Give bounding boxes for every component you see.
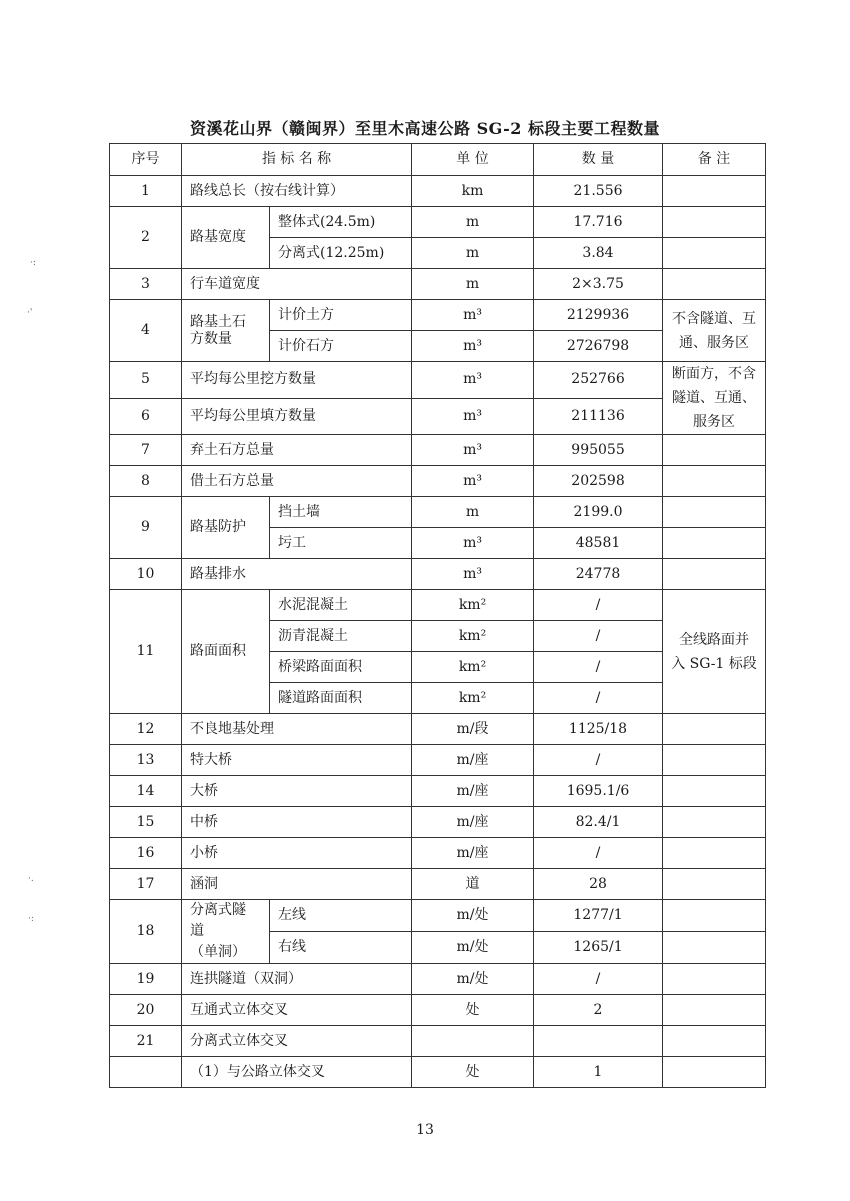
row-no: 17	[110, 869, 182, 900]
row-unit: m³	[412, 331, 534, 362]
row-remark	[663, 932, 766, 964]
row-name: 路基排水	[182, 559, 412, 590]
row-remark	[663, 590, 766, 714]
row-remark	[663, 869, 766, 900]
row-unit: m	[412, 238, 534, 269]
row-qty: 48581	[534, 528, 663, 559]
row-subname: 隧道路面面积	[270, 683, 412, 714]
row-no: 13	[110, 745, 182, 776]
row-qty: /	[534, 838, 663, 869]
row-unit	[412, 1026, 534, 1057]
row-no: 21	[110, 1026, 182, 1057]
row-qty: /	[534, 745, 663, 776]
row-name: 分离式立体交叉	[182, 1026, 412, 1057]
row-remark	[663, 900, 766, 932]
remark-line: 服务区	[693, 414, 736, 430]
table-row	[110, 776, 766, 807]
row-qty: 2726798	[534, 331, 663, 362]
row-name: 平均每公里挖方数量	[182, 362, 412, 399]
table-row	[110, 269, 766, 300]
row-unit: m³	[412, 559, 534, 590]
row-unit: 处	[412, 995, 534, 1026]
row-unit: km²	[412, 590, 534, 621]
row-qty: 1	[534, 1057, 663, 1088]
row-qty: 24778	[534, 559, 663, 590]
row-remark	[663, 1026, 766, 1057]
row-no: 12	[110, 714, 182, 745]
page-title: 资溪花山界（赣闽界）至里木高速公路 SG-2 标段主要工程数量	[190, 119, 660, 138]
row-unit: m³	[412, 528, 534, 559]
row-qty: 3.84	[534, 238, 663, 269]
row-unit: m/座	[412, 807, 534, 838]
row-name: 平均每公里填方数量	[182, 398, 412, 435]
table-row	[110, 466, 766, 497]
table-row	[110, 435, 766, 466]
remark-line: 隧道、互通、	[672, 390, 757, 406]
row-no: 8	[110, 466, 182, 497]
table-row	[110, 176, 766, 207]
row-subname: 左线	[270, 900, 412, 932]
row-unit: m/座	[412, 745, 534, 776]
row-name-line: 道	[190, 923, 204, 939]
table-row	[110, 590, 766, 621]
row-qty: 1265/1	[534, 932, 663, 964]
row-qty: /	[534, 964, 663, 995]
row-subname: 沥青混凝土	[270, 621, 412, 652]
row-no: 19	[110, 964, 182, 995]
row-unit: m/处	[412, 900, 534, 932]
row-no: 16	[110, 838, 182, 869]
row-unit: km²	[412, 683, 534, 714]
row-remark	[663, 269, 766, 300]
row-subname: 分离式(12.25m)	[270, 238, 412, 269]
row-remark	[663, 807, 766, 838]
row-name	[182, 300, 270, 362]
row-unit: m	[412, 497, 534, 528]
table-row	[110, 869, 766, 900]
table-row	[110, 1057, 766, 1088]
table-row	[110, 995, 766, 1026]
scan-speck: ·:	[28, 914, 34, 924]
row-qty	[534, 1026, 663, 1057]
row-qty: 252766	[534, 362, 663, 399]
remark-line: 不含隧道、互	[672, 310, 757, 327]
row-name: 涵洞	[182, 869, 412, 900]
scan-speck: ·'	[27, 308, 33, 318]
table-row	[110, 714, 766, 745]
row-qty: 2	[534, 995, 663, 1026]
header-remark: 备 注	[663, 144, 766, 176]
row-unit: m³	[412, 300, 534, 331]
row-subname: 右线	[270, 932, 412, 964]
row-name: 大桥	[182, 776, 412, 807]
row-unit: m/座	[412, 776, 534, 807]
row-subname: 圬工	[270, 528, 412, 559]
table-row	[110, 807, 766, 838]
row-subname: 水泥混凝土	[270, 590, 412, 621]
row-name-line: （单洞）	[190, 944, 246, 960]
row-no: 7	[110, 435, 182, 466]
row-name-line: 方数量	[190, 330, 232, 347]
row-remark	[663, 838, 766, 869]
row-unit: 处	[412, 1057, 534, 1088]
scan-speck: ·:	[30, 258, 36, 268]
row-name: （1）与公路立体交叉	[182, 1057, 412, 1088]
row-qty: /	[534, 683, 663, 714]
row-subname: 计价石方	[270, 331, 412, 362]
row-name: 行车道宽度	[182, 269, 412, 300]
row-name: 弃土石方总量	[182, 435, 412, 466]
remark-line: 断面方，不含	[672, 366, 757, 382]
table-row	[110, 559, 766, 590]
row-unit: km	[412, 176, 534, 207]
header-no: 序号	[110, 144, 182, 176]
row-unit: m³	[412, 398, 534, 435]
table-row	[110, 745, 766, 776]
row-unit: m/处	[412, 932, 534, 964]
row-subname: 桥梁路面面积	[270, 652, 412, 683]
row-name: 互通式立体交叉	[182, 995, 412, 1026]
row-name: 小桥	[182, 838, 412, 869]
row-name: 路线总长（按右线计算）	[182, 176, 412, 207]
row-subname: 挡土墙	[270, 497, 412, 528]
row-no: 6	[110, 398, 182, 435]
table-row	[110, 900, 766, 932]
quantities-table	[109, 143, 766, 1088]
row-qty: 17.716	[534, 207, 663, 238]
row-remark	[663, 714, 766, 745]
row-unit: m³	[412, 362, 534, 399]
row-qty: 2199.0	[534, 497, 663, 528]
row-qty: 2129936	[534, 300, 663, 331]
table-row	[110, 964, 766, 995]
header-name: 指 标 名 称	[182, 144, 412, 176]
row-qty: 2×3.75	[534, 269, 663, 300]
row-remark	[663, 559, 766, 590]
row-no	[110, 1057, 182, 1088]
row-name: 中桥	[182, 807, 412, 838]
row-no: 4	[110, 300, 182, 362]
row-qty: 995055	[534, 435, 663, 466]
row-remark	[663, 300, 766, 362]
table-row	[110, 207, 766, 238]
row-no: 2	[110, 207, 182, 269]
row-unit: m/处	[412, 964, 534, 995]
table-row	[110, 300, 766, 331]
row-remark	[663, 995, 766, 1026]
row-qty: 1125/18	[534, 714, 663, 745]
row-qty: 211136	[534, 398, 663, 435]
row-unit: m	[412, 269, 534, 300]
table-row	[110, 838, 766, 869]
row-unit: m/座	[412, 838, 534, 869]
row-no: 1	[110, 176, 182, 207]
row-unit: km²	[412, 652, 534, 683]
row-no: 14	[110, 776, 182, 807]
row-unit: m/段	[412, 714, 534, 745]
row-name-line: 路基土石	[190, 313, 246, 330]
row-name: 连拱隧道（双洞）	[182, 964, 412, 995]
row-qty: /	[534, 621, 663, 652]
header-unit: 单 位	[412, 144, 534, 176]
row-no: 3	[110, 269, 182, 300]
row-remark	[663, 207, 766, 238]
row-remark	[663, 745, 766, 776]
row-subname: 计价土方	[270, 300, 412, 331]
row-name: 路面面积	[182, 590, 270, 714]
row-qty: 21.556	[534, 176, 663, 207]
row-name	[182, 900, 270, 964]
row-remark	[663, 435, 766, 466]
row-qty: 1695.1/6	[534, 776, 663, 807]
row-qty: 82.4/1	[534, 807, 663, 838]
row-no: 5	[110, 362, 182, 399]
row-remark	[663, 176, 766, 207]
row-no: 10	[110, 559, 182, 590]
row-qty: /	[534, 652, 663, 683]
row-qty: 1277/1	[534, 900, 663, 932]
row-unit: 道	[412, 869, 534, 900]
row-qty: 202598	[534, 466, 663, 497]
row-no: 9	[110, 497, 182, 559]
row-unit: km²	[412, 621, 534, 652]
page-number: 13	[416, 1122, 434, 1138]
table-header-row	[110, 144, 766, 176]
row-qty: /	[534, 590, 663, 621]
row-name: 特大桥	[182, 745, 412, 776]
row-remark	[663, 362, 766, 435]
remark-line: 全线路面并	[679, 631, 750, 648]
row-remark	[663, 497, 766, 528]
row-remark	[663, 528, 766, 559]
scan-speck: ·.	[28, 874, 34, 884]
row-name: 路基宽度	[182, 207, 270, 269]
row-no: 18	[110, 900, 182, 964]
row-remark	[663, 466, 766, 497]
row-no: 20	[110, 995, 182, 1026]
remark-line: 通、服务区	[679, 334, 750, 351]
header-qty: 数 量	[534, 144, 663, 176]
row-remark	[663, 238, 766, 269]
row-unit: m³	[412, 435, 534, 466]
row-subname: 整体式(24.5m)	[270, 207, 412, 238]
table-row	[110, 1026, 766, 1057]
row-name: 路基防护	[182, 497, 270, 559]
row-unit: m	[412, 207, 534, 238]
row-qty: 28	[534, 869, 663, 900]
row-name-line: 分离式隧	[190, 902, 246, 918]
table-row	[110, 362, 766, 399]
row-remark	[663, 776, 766, 807]
row-remark	[663, 1057, 766, 1088]
remark-line: 入 SG-1 标段	[671, 655, 757, 672]
row-no: 15	[110, 807, 182, 838]
row-name: 不良地基处理	[182, 714, 412, 745]
row-remark	[663, 964, 766, 995]
row-no: 11	[110, 590, 182, 714]
row-unit: m³	[412, 466, 534, 497]
row-name: 借土石方总量	[182, 466, 412, 497]
table-row	[110, 497, 766, 528]
